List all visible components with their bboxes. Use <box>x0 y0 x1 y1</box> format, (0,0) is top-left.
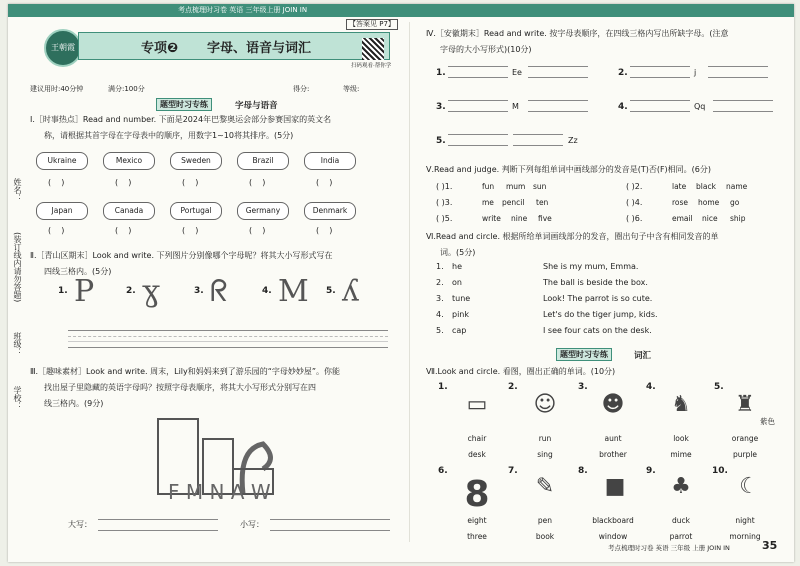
word: email <box>672 214 693 223</box>
country-box: Sweden <box>170 152 222 170</box>
letter-picture-p: P <box>74 274 95 309</box>
item-number: 5. <box>436 326 444 335</box>
option-word[interactable]: pen <box>537 516 553 525</box>
option-word[interactable]: three <box>467 532 487 541</box>
word: fun <box>482 182 495 191</box>
night-scene-icon: ☾ <box>739 474 759 499</box>
letter-picture-y: ɣ <box>142 274 160 309</box>
item-number: 1. <box>58 286 68 296</box>
item-number: 2. <box>436 278 444 287</box>
sentence[interactable]: Look! The parrot is so cute. <box>543 294 653 303</box>
option-word[interactable]: look <box>673 434 689 443</box>
country-box: India <box>304 152 356 170</box>
item-number: 3. <box>578 382 588 392</box>
given-letter: Ee <box>512 68 522 77</box>
item-number: 1. <box>436 68 446 78</box>
uppercase-label: 大写： <box>68 520 92 529</box>
q4-line1: Ⅳ.［安徽期末］Read and write. 按字母表顺序，在四线三格内写出所缺字母。(注意 <box>426 29 729 38</box>
section-badge: 题型时习专练 <box>556 348 612 361</box>
item-number: 5. <box>436 136 446 146</box>
country-box: Brazil <box>237 152 289 170</box>
option-word[interactable]: duck <box>672 516 690 525</box>
writing-lines[interactable] <box>528 66 588 78</box>
number-eight-icon: 8 <box>464 474 490 515</box>
letter-picture-y: ʎ <box>342 274 359 309</box>
option-word[interactable]: orange <box>731 434 759 443</box>
answer-paren[interactable]: ( ) <box>249 226 266 235</box>
country-box: Germany <box>237 202 289 220</box>
letter-house-picture <box>148 409 288 504</box>
letter-picture-r: ᖇ <box>210 274 228 309</box>
given-letter: j <box>694 68 697 77</box>
word: me <box>482 198 494 207</box>
binding-note: (装订线内请勿答题) <box>13 232 22 303</box>
item-number: 7. <box>508 466 518 476</box>
lowercase-lines[interactable] <box>270 519 390 531</box>
item-number: 10. <box>712 466 728 476</box>
uppercase-lines[interactable] <box>98 519 218 531</box>
scene-letters: F M N A W <box>168 480 271 504</box>
word: nine <box>511 214 528 223</box>
writing-lines[interactable] <box>708 66 768 78</box>
q2-line1: Ⅱ.［青山区期末］Look and write. 下列图片分别像哪个字母呢？将其大小写形式写在 <box>30 251 333 260</box>
desk-icon: ▭ <box>466 392 488 417</box>
country-box: Japan <box>36 202 88 220</box>
banner-text: 考点梳理时习卷 英语 三年级上册 JOIN IN <box>178 6 308 14</box>
word: go <box>730 198 740 207</box>
option-word[interactable]: brother <box>599 450 627 459</box>
q3-line3: 线三格内。(9分) <box>44 399 104 408</box>
writing-lines[interactable] <box>630 66 690 78</box>
q7-line: Ⅶ.Look and circle. 看图，圈出正确的单词。(10分) <box>426 367 616 376</box>
got-label: 得分: <box>293 85 310 93</box>
duck-icon: ♣ <box>671 474 691 499</box>
judge-number[interactable]: ( )1. <box>436 182 453 191</box>
qr-code[interactable] <box>362 38 384 60</box>
option-word[interactable]: eight <box>467 516 487 525</box>
top-banner <box>8 4 794 17</box>
q6-line1: Ⅵ.Read and circle. 根据所给单词画线部分的发音，圈出句子中含有相同发音的单 <box>426 232 719 241</box>
word: home <box>698 198 720 207</box>
phonics-word: he <box>452 262 462 271</box>
item-number: 2. <box>618 68 628 78</box>
item-number: 8. <box>578 466 588 476</box>
q4-line2: 字母的大小写形式)(10分) <box>440 45 532 54</box>
country-box: Canada <box>103 202 155 220</box>
word: rose <box>672 198 689 207</box>
option-word[interactable]: chair <box>467 434 487 443</box>
writing-lines[interactable] <box>448 134 508 146</box>
q5-line: Ⅴ.Read and judge. 判断下列每组单词中画线部分的发音是(T)否(F)相同。(6分) <box>426 165 712 174</box>
answer-reference: 【答案见 P7】 <box>346 19 398 30</box>
item-number: 9. <box>646 466 656 476</box>
answer-paren[interactable]: ( ) <box>48 178 65 187</box>
sentence[interactable]: She is my mum, Emma. <box>543 262 639 271</box>
item-number: 2. <box>126 286 136 296</box>
blackboard-icon: ■ <box>604 474 626 499</box>
paint-can-icon: ♜ <box>735 392 755 417</box>
country-box: Portugal <box>170 202 222 220</box>
section-title: 字母与语音 <box>235 101 278 111</box>
word: five <box>538 214 552 223</box>
option-word[interactable]: aunt <box>604 434 622 443</box>
phonics-word: pink <box>452 310 470 319</box>
item-number: 1. <box>438 382 448 392</box>
answer-paren[interactable]: ( ) <box>182 178 199 187</box>
word: write <box>482 214 501 223</box>
writing-lines[interactable] <box>713 100 773 112</box>
country-box: Mexico <box>103 152 155 170</box>
q1-line2: 称，请根据其首字母在字母表中的顺序，用数字1~10将其排序。(5分) <box>44 131 294 140</box>
judge-number[interactable]: ( )3. <box>436 198 453 207</box>
option-word[interactable]: night <box>735 516 755 525</box>
answer-paren[interactable]: ( ) <box>115 178 132 187</box>
score-text: 满分:100分 <box>108 85 145 93</box>
book-pen-icon: ✎ <box>535 474 555 499</box>
word: ten <box>536 198 549 207</box>
option-word[interactable]: desk <box>468 450 486 459</box>
option-word[interactable]: run <box>538 434 552 443</box>
letter-picture-m: M <box>278 274 309 309</box>
sentence[interactable]: The ball is beside the box. <box>543 278 648 287</box>
answer-paren[interactable]: ( ) <box>249 178 266 187</box>
phonics-word: tune <box>452 294 471 303</box>
school-label: 学校： <box>13 386 22 411</box>
section-badge: 题型时习专练 <box>156 98 212 111</box>
answer-paren[interactable]: ( ) <box>316 178 333 187</box>
level-label: 等级: <box>343 85 360 93</box>
option-word[interactable]: sing <box>537 450 553 459</box>
writing-lines[interactable] <box>513 134 563 146</box>
item-number: 3. <box>436 102 446 112</box>
q2-line2: 四线三格内。(5分) <box>44 267 112 276</box>
judge-number[interactable]: ( )2. <box>626 182 643 191</box>
option-word[interactable]: mime <box>670 450 692 459</box>
item-number: 1. <box>436 262 444 271</box>
woman-icon: ☻ <box>601 392 625 417</box>
word: sun <box>533 182 547 191</box>
judge-number[interactable]: ( )5. <box>436 214 453 223</box>
option-word[interactable]: window <box>598 532 628 541</box>
item-number: 4. <box>618 102 628 112</box>
word: name <box>726 182 748 191</box>
qr-caption: 扫码观看·帮你学 <box>351 63 392 69</box>
phonics-word: on <box>452 278 462 287</box>
item-number: 3. <box>194 286 204 296</box>
page-divider <box>409 22 410 542</box>
page-number: 35 <box>762 539 778 552</box>
class-label: 班级： <box>13 332 22 357</box>
word: late <box>672 182 687 191</box>
item-number: 3. <box>436 294 444 303</box>
word: ship <box>730 214 746 223</box>
given-letter: M <box>512 102 519 111</box>
item-number: 2. <box>508 382 518 392</box>
given-letter: Qq <box>694 102 706 111</box>
q1-line1: Ⅰ.［时事热点］Read and number. 下面是2024年巴黎奥运会部分参赛国家的英文名 <box>30 115 332 124</box>
page-title: 字母、语音与词汇 <box>207 41 312 56</box>
lowercase-label: 小写： <box>240 520 264 529</box>
time-text: 建议用时:40分钟 <box>30 85 84 93</box>
footer-text: 考点梳理时习卷 英语 三年级 上册 JOIN IN <box>608 544 730 552</box>
judge-number[interactable]: ( )6. <box>626 214 643 223</box>
girl-singing-icon: ☺ <box>533 392 557 417</box>
option-word[interactable]: blackboard <box>592 516 634 525</box>
sentence[interactable]: I see four cats on the desk. <box>543 326 652 335</box>
option-word[interactable]: purple <box>732 450 758 459</box>
judge-number[interactable]: ( )4. <box>626 198 643 207</box>
title-box <box>78 32 390 60</box>
brand-logo: 王朝霞 <box>44 29 82 67</box>
option-word[interactable]: parrot <box>669 532 693 541</box>
q3-line1: Ⅲ.［趣味素材］Look and write. 周末，Lily和妈妈来到了游乐园的“字母妙妙屋”。你能 <box>30 367 341 376</box>
writing-lines[interactable] <box>528 100 588 112</box>
color-note: 紫色 <box>760 417 775 426</box>
item-number: 4. <box>262 286 272 296</box>
writing-lines[interactable] <box>448 66 508 78</box>
section-label: 专项❷ <box>141 41 179 56</box>
worksheet-page <box>8 4 794 562</box>
given-letter: Zz <box>568 136 578 145</box>
word: nice <box>702 214 718 223</box>
word: black <box>696 182 716 191</box>
word: mum <box>506 182 526 191</box>
q6-line2: 词。(5分) <box>440 248 476 257</box>
item-number: 4. <box>436 310 444 319</box>
country-box: Ukraine <box>36 152 88 170</box>
item-number: 4. <box>646 382 656 392</box>
country-box: Denmark <box>304 202 356 220</box>
name-label: 姓名： <box>13 178 22 202</box>
word: pencil <box>502 198 525 207</box>
q3-line2: 找出屋子里隐藏的英语字母吗？按照字母表顺序，将其大小写形式分别写在四 <box>44 383 316 392</box>
option-word[interactable]: book <box>535 532 555 541</box>
option-word[interactable]: morning <box>729 532 761 541</box>
item-number: 5. <box>714 382 724 392</box>
binding-strip <box>8 174 32 494</box>
answer-paren[interactable]: ( ) <box>48 226 65 235</box>
answer-paren[interactable]: ( ) <box>316 226 333 235</box>
answer-paren[interactable]: ( ) <box>115 226 132 235</box>
item-number: 5. <box>326 286 336 296</box>
writing-lines[interactable] <box>68 330 388 348</box>
writing-lines[interactable] <box>448 100 508 112</box>
phonics-word: cap <box>452 326 467 335</box>
mime-icon: ♞ <box>671 392 691 417</box>
section-title: 词汇 <box>634 351 652 361</box>
sentence[interactable]: Let's do the tiger jump, kids. <box>543 310 658 319</box>
writing-lines[interactable] <box>630 100 690 112</box>
item-number: 6. <box>438 466 448 476</box>
answer-paren[interactable]: ( ) <box>182 226 199 235</box>
